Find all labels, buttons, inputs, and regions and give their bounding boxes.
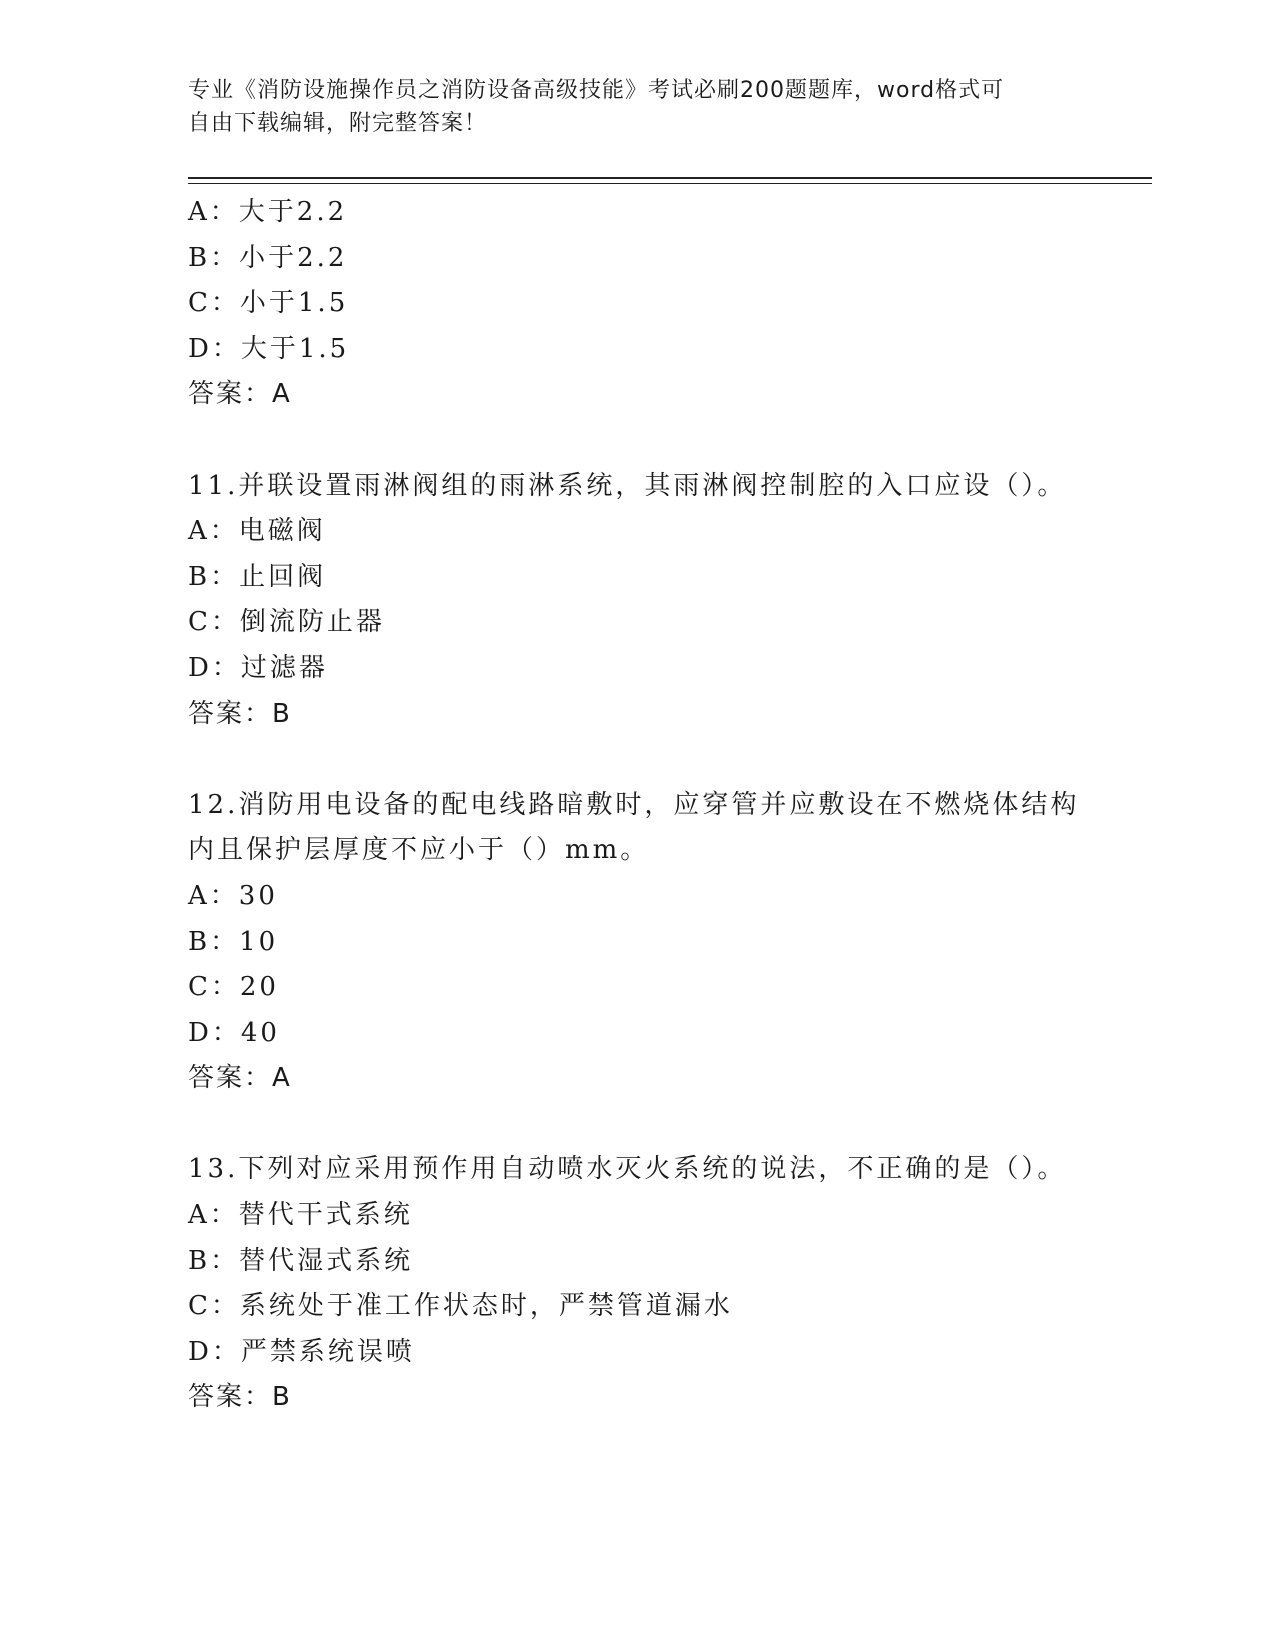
- question-12: [188, 783, 1088, 1102]
- option-a: A：30: [188, 880, 278, 911]
- option-b: B：止回阀: [188, 561, 327, 592]
- option-b: B：10: [188, 926, 279, 957]
- option-c: C：倒流防止器: [188, 607, 385, 638]
- question-stem-line-1: 12.消防用电设备的配电线路暗敷时，应穿管并应敷设在不燃烧体结构: [188, 789, 1080, 820]
- answer-line: 答案：A: [188, 1063, 292, 1094]
- question-10: [188, 190, 1088, 418]
- header-divider-thick: [188, 177, 1152, 179]
- option-c: C：系统处于准工作状态时，严禁管道漏水: [188, 1291, 733, 1322]
- spacer: [188, 737, 1088, 783]
- option-c: C：20: [188, 972, 279, 1003]
- header-line-1: 专业《消防设施操作员之消防设备高级技能》考试必刷200题题库，word格式可: [188, 78, 1005, 103]
- header-divider-thin: [188, 183, 1152, 184]
- answer-line: 答案：B: [188, 698, 292, 729]
- option-a: A：电磁阀: [188, 516, 326, 547]
- spacer: [188, 418, 1088, 464]
- option-a: A：替代干式系统: [188, 1200, 413, 1231]
- document-header: [188, 74, 1088, 140]
- option-a: A：大于2.2: [188, 197, 348, 227]
- question-13: [188, 1147, 1088, 1421]
- question-list: [188, 190, 1088, 1421]
- option-d: D：40: [188, 1017, 280, 1048]
- answer-line: 答案：B: [188, 1382, 292, 1413]
- option-c: C：小于1.5: [188, 288, 349, 319]
- option-b: B：替代湿式系统: [188, 1245, 414, 1276]
- option-d: D：严禁系统误喷: [188, 1336, 415, 1367]
- question-stem-line-2: 内且保护层厚度不应小于（）mm。: [188, 835, 650, 866]
- question-11: [188, 464, 1088, 738]
- question-stem: 13.下列对应采用预作用自动喷水灭火系统的说法，不正确的是（）。: [188, 1154, 1067, 1185]
- spacer: [188, 1102, 1088, 1148]
- header-line-2: 自由下载编辑，附完整答案！: [188, 111, 488, 136]
- answer-line: 答案：A: [188, 379, 292, 410]
- option-d: D：过滤器: [188, 652, 328, 683]
- option-b: B：小于2.2: [188, 242, 348, 273]
- option-d: D：大于1.5: [188, 333, 350, 364]
- question-stem: 11.并联设置雨淋阀组的雨淋系统，其雨淋阀控制腔的入口应设（）。: [188, 470, 1067, 501]
